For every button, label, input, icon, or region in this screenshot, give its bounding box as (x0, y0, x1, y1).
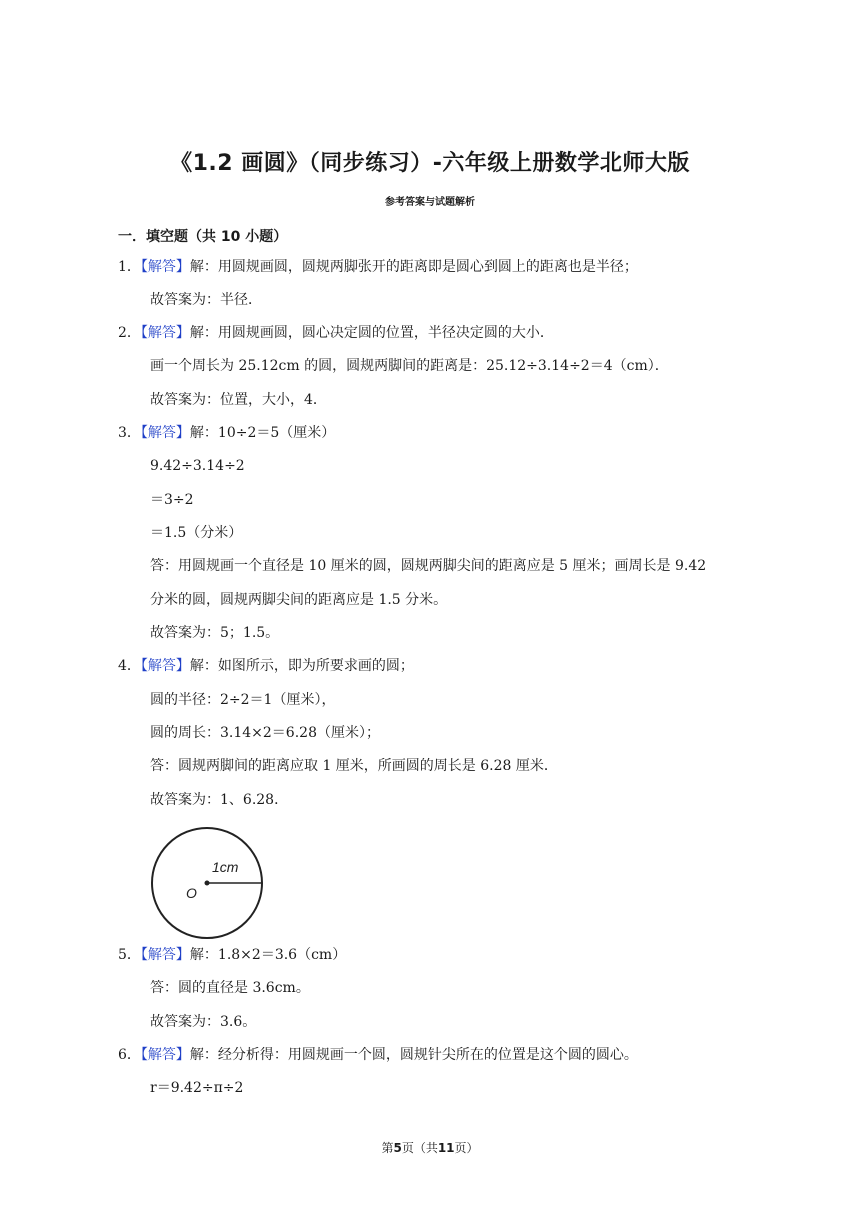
answer-text: 解：经分析得：用圆规画一个圆，圆规针尖所在的位置是这个圆的圆心。 (189, 1047, 638, 1063)
answer-text: 解：1.8×2＝3.6（cm） (189, 947, 347, 963)
answer-number: 5． (118, 947, 141, 963)
footer-prefix: 第 (381, 1141, 394, 1155)
answer-3-line: 分米的圆，圆规两脚尖间的距离应是 1.5 分米。 (150, 592, 448, 608)
answer-text: 解：如图所示，即为所要求画的圆； (189, 658, 414, 674)
answer-3-line: ＝3÷2 (150, 492, 194, 508)
answer-number: 6． (118, 1047, 141, 1063)
footer-total-pages: 11 (437, 1141, 455, 1155)
answer-1-line: 故答案为：半径． (150, 292, 262, 308)
answer-text: 解：10÷2＝5（厘米） (189, 425, 336, 441)
answer-number: 4． (118, 658, 141, 674)
footer-page-number: 5 (393, 1141, 402, 1155)
answer-4-line: 圆的半径：2÷2＝1（厘米）， (150, 692, 336, 708)
section-heading: 一．填空题（共 10 小题） (118, 229, 288, 245)
answer-number: 3． (118, 425, 141, 441)
answer-4-heading (118, 657, 414, 675)
answer-text: 解：用圆规画圆，圆心决定圆的位置，半径决定圆的大小． (189, 325, 554, 341)
footer-middle: 页（共 (401, 1141, 438, 1155)
answer-tag: 【解答】 (140, 658, 190, 674)
answer-6-heading (118, 1046, 638, 1064)
answer-4-line: 故答案为：1、6.28． (150, 792, 289, 808)
answer-1-heading (118, 258, 638, 276)
answer-3-line: 答：用圆规画一个直径是 10 厘米的圆，圆规两脚尖间的距离应是 5 厘米；画周长是 9.42 (150, 558, 707, 574)
answer-2-heading (118, 324, 554, 342)
answer-2-line: 故答案为：位置，大小，4． (150, 392, 327, 408)
answer-3-line: ＝1.5（分米） (150, 525, 243, 541)
page-subtitle: 参考答案与试题解析 (385, 197, 475, 208)
center-label: O (186, 885, 197, 901)
center-point (205, 881, 210, 886)
radius-label: 1cm (212, 859, 239, 875)
answer-2-line: 画一个周长为 25.12cm 的圆，圆规两脚间的距离是：25.12÷3.14÷2＝4（cm）． (150, 358, 669, 374)
answer-tag: 【解答】 (140, 325, 190, 341)
answer-4-line: 圆的周长：3.14×2＝6.28（厘米）； (150, 725, 380, 741)
answer-6-line: r＝9.42÷π÷2 (150, 1080, 244, 1096)
footer-suffix: 页） (454, 1141, 479, 1155)
answer-tag: 【解答】 (140, 947, 190, 963)
answer-number: 1． (118, 259, 141, 275)
answer-number: 2． (118, 325, 141, 341)
answer-4-line: 答：圆规两脚间的距离应取 1 厘米，所画圆的周长是 6.28 厘米． (150, 758, 558, 774)
page-title: 《1.2 画圆》（同步练习）-六年级上册数学北师大版 (170, 151, 690, 176)
answer-5-line: 答：圆的直径是 3.6cm。 (150, 980, 310, 996)
answer-3-line: 故答案为：5；1.5。 (150, 625, 280, 641)
answer-3-heading (118, 424, 335, 442)
page-footer (0, 1139, 860, 1156)
circle-figure (148, 824, 266, 942)
answer-5-heading (118, 946, 346, 964)
answer-3-line: 9.42÷3.14÷2 (150, 458, 245, 474)
answer-text: 解：用圆规画圆，圆规两脚张开的距离即是圆心到圆上的距离也是半径； (189, 259, 638, 275)
answer-5-line: 故答案为：3.6。 (150, 1014, 257, 1030)
answer-tag: 【解答】 (140, 1047, 190, 1063)
answer-tag: 【解答】 (140, 425, 190, 441)
answer-tag: 【解答】 (140, 259, 190, 275)
